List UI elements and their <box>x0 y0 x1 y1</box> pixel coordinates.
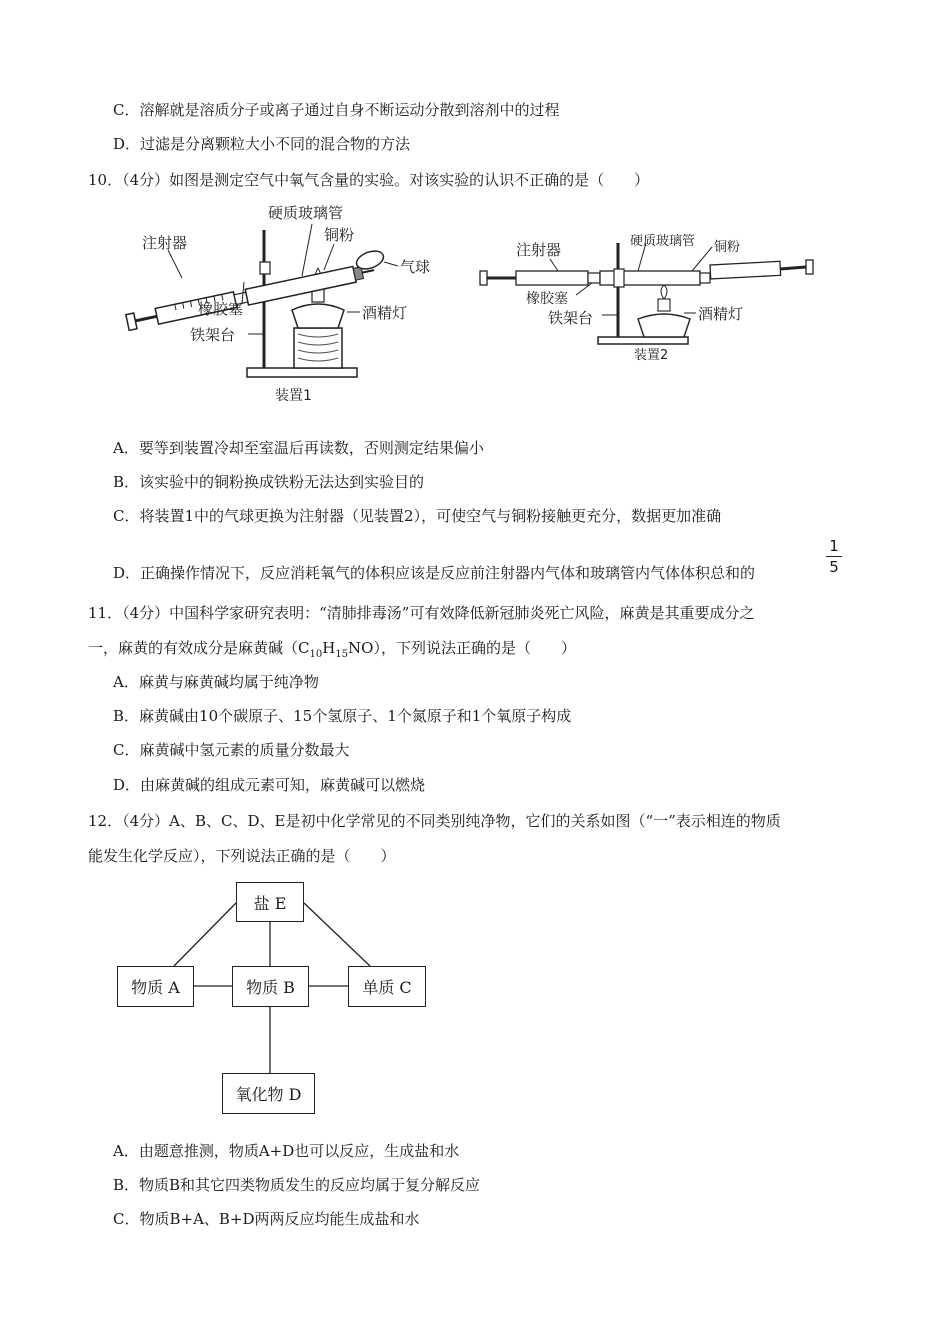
q11-subscript-15: 15 <box>335 649 349 660</box>
label-stopper: 橡胶塞 <box>198 300 244 318</box>
q11-formula-suffix: NO），下列说法正确的是（ ） <box>348 639 576 657</box>
q11-stem-line1: 11．（4分）中国科学家研究表明：“清肺排毒汤”可有效降低新冠肺炎死亡风险，麻黄是其重要成分之 <box>88 604 755 622</box>
q9-option-d: D．过滤是分离颗粒大小不同的混合物的方法 <box>113 135 411 153</box>
node-salt-e: 盐 E <box>236 882 304 922</box>
label-tube-2: 硬质玻璃管 <box>630 234 696 249</box>
label-stand: 铁架台 <box>190 326 236 344</box>
q10-option-b: B．该实验中的铜粉换成铁粉无法达到实验目的 <box>113 473 425 491</box>
label-copper: 铜粉 <box>324 226 355 244</box>
label-copper-2: 铜粉 <box>714 240 741 255</box>
q12-option-a: A．由题意推测，物质A+D也可以反应，生成盐和水 <box>113 1142 460 1160</box>
label-stopper-2: 橡胶塞 <box>526 291 568 307</box>
label-syringe-2: 注射器 <box>516 241 562 259</box>
q11-formula-h: H <box>322 639 336 657</box>
q10-option-c: C．将装置1中的气球更换为注射器（见装置2），可使空气与铜粉接触更充分，数据更加准确 <box>113 507 722 525</box>
q12-option-c: C．物质B+A、B+D两两反应均能生成盐和水 <box>113 1210 420 1228</box>
q11-option-b: B．麻黄碱由10个碳原子、15个氢原子、1个氮原子和1个氧原子构成 <box>113 707 572 725</box>
node-substance-b: 物质 B <box>232 966 309 1007</box>
node-oxide-d: 氧化物 D <box>222 1073 315 1114</box>
fraction-numerator: 1 <box>829 537 839 555</box>
label-lamp: 酒精灯 <box>362 304 408 322</box>
q12-stem-line1: 12．（4分）A、B、C、D、E是初中化学常见的不同类别纯净物，它们的关系如图（“一”表示相连的物质 <box>88 812 781 830</box>
caption-apparatus-1: 装置1 <box>275 388 312 404</box>
q10-stem: 10．（4分）如图是测定空气中氧气含量的实验。对该实验的认识不正确的是（ ） <box>88 171 650 189</box>
label-lamp-2: 酒精灯 <box>698 305 744 323</box>
label-stand-2: 铁架台 <box>548 309 594 327</box>
fraction-denominator: 5 <box>829 558 839 576</box>
node-substance-a: 物质 A <box>117 966 194 1007</box>
q11-option-a: A．麻黄与麻黄碱均属于纯净物 <box>113 673 319 691</box>
q11-formula-prefix: 一，麻黄的有效成分是麻黄碱（C <box>88 639 310 657</box>
q10-option-a: A．要等到装置冷却至室温后再读数，否则测定结果偏小 <box>113 439 484 457</box>
q11-option-d: D．由麻黄碱的组成元素可知，麻黄碱可以燃烧 <box>113 776 426 794</box>
q10-option-d: D．正确操作情况下，反应消耗氧气的体积应该是反应前注射器内气体和玻璃管内气体体积总和的 <box>113 564 756 582</box>
q12-stem-line2: 能发生化学反应），下列说法正确的是（ ） <box>88 847 396 865</box>
label-balloon: 气球 <box>400 258 431 276</box>
label-tube: 硬质玻璃管 <box>268 204 344 222</box>
q11-subscript-10: 10 <box>309 649 323 660</box>
node-element-c: 单质 C <box>348 966 426 1007</box>
q12-option-b: B．物质B和其它四类物质发生的反应均属于复分解反应 <box>113 1176 481 1194</box>
caption-apparatus-2: 装置2 <box>634 348 669 363</box>
q9-option-c: C．溶解就是溶质分子或离子通过自身不断运动分散到溶剂中的过程 <box>113 101 560 119</box>
q11-option-c: C．麻黄碱中氢元素的质量分数最大 <box>113 741 350 759</box>
label-syringe: 注射器 <box>142 234 188 252</box>
